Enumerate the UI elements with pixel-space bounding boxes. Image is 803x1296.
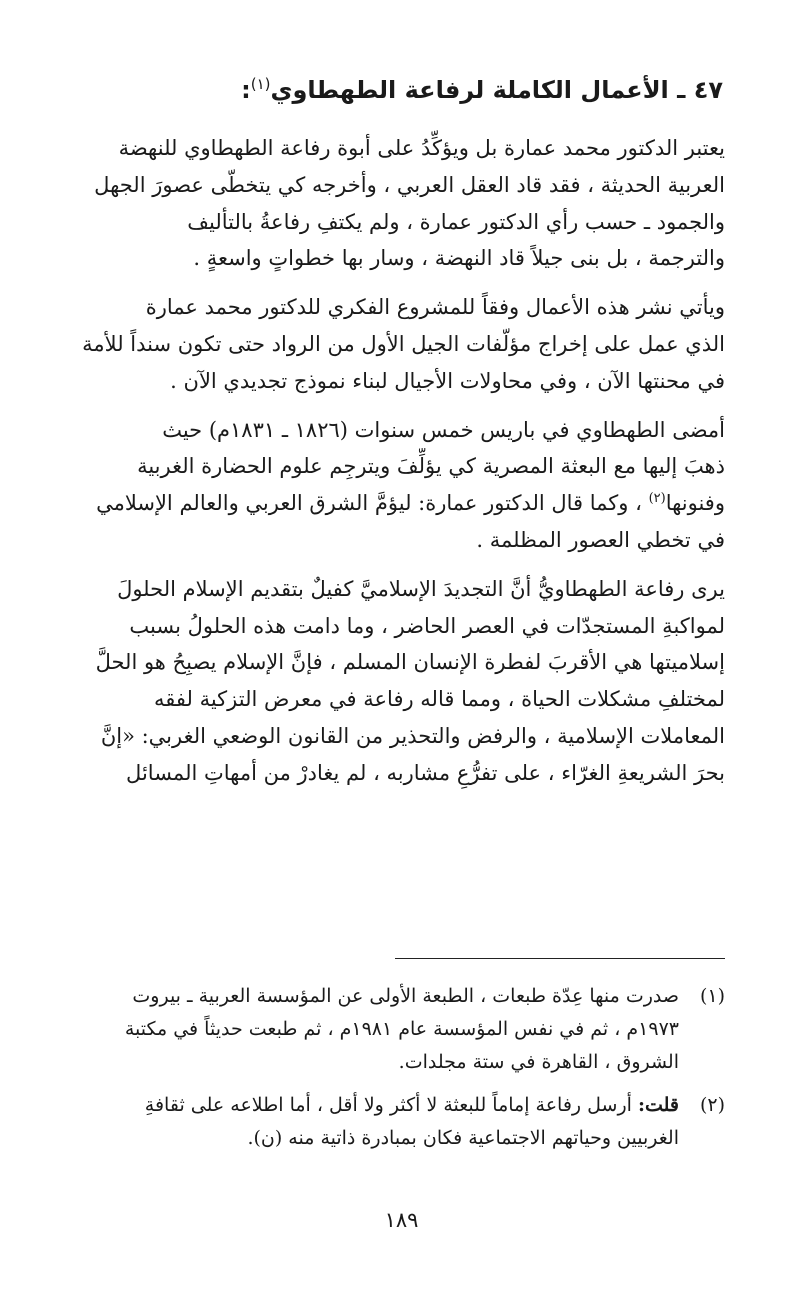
footnote-divider <box>395 958 725 959</box>
heading-footnote-ref[interactable]: (١) <box>250 75 271 93</box>
text-fragment: وفنونها <box>665 491 725 516</box>
footnote-1 <box>78 980 725 1079</box>
footnote-text <box>78 980 679 1079</box>
text-line: المعاملات الإسلامية ، والرفض والتحذير من القانون الوضعي الغربي: «إنَّ <box>100 723 725 748</box>
text-line: يعتبر الدكتور محمد عمارة بل ويؤكِّدُ على أبوة رفاعة الطهطاوي للنهضة <box>118 136 725 160</box>
footnote-line: الشروق ، القاهرة في ستة مجلدات. <box>398 1051 679 1073</box>
footnotes <box>78 980 725 1165</box>
footnote-line: صدرت منها عِدّة طبعات ، الطبعة الأولى عن المؤسسة العربية ـ بيروت <box>132 985 679 1007</box>
text-line: في محنتها الآن ، وفي محاولات الأجيال لبناء نموذج تجديدي الآن . <box>170 368 725 393</box>
footnote-line <box>78 1089 679 1122</box>
body-text <box>78 130 725 804</box>
footnote-number: (٢) <box>699 1094 725 1116</box>
text-line: في تخطي العصور المظلمة . <box>476 527 725 552</box>
text-line: يرى رفاعة الطهطاويُّ أنَّ التجديدَ الإسلاميَّ كفيلٌ بتقديم الإسلام الحلولَ <box>117 576 725 601</box>
text-line: لمختلفِ مشكلات الحياة ، ومما قاله رفاعة في معرض التزكية لفقه <box>154 687 725 712</box>
heading-title: ٤٧ ـ الأعمال الكاملة لرفاعة الطهطاوي <box>270 76 723 104</box>
text-line: بحرَ الشريعةِ الغرّاء ، على تفرُّعِ مشاربه ، لم يغادرْ من أمهاتِ المسائل <box>126 760 725 785</box>
text-line: ذهبَ إليها مع البعثة المصرية كي يؤلِّفَ ويترجِم علوم الحضارة الغربية <box>137 454 725 479</box>
paragraph-4 <box>78 571 725 792</box>
text-line: العربية الحديثة ، فقد قاد العقل العربي ، وأخرجه كي يتخطّى عصورَ الجهل <box>94 172 725 197</box>
text-fragment: أرسل رفاعة إماماً للبعثة لا أكثر ولا أقل ، أما اطلاعه على ثقافةِ <box>144 1094 632 1116</box>
footnote-ref-2[interactable]: (٢) <box>648 491 666 507</box>
footnote-2 <box>78 1089 725 1155</box>
footnote-lead: قلت: <box>637 1094 679 1116</box>
text-line: والجمود ـ حسب رأي الدكتور عمارة ، ولم يكتفِ رفاعةُ بالتأليف <box>187 209 725 234</box>
text-line <box>78 485 725 522</box>
footnote-line: ١٩٧٣م ، ثم في نفس المؤسسة عام ١٩٨١م ، ثم طبعت حديثاً في مكتبة <box>124 1018 679 1040</box>
footnote-line: الغربيين وحياتهم الاجتماعية فكان بمبادرة ذاتية منه (ن). <box>247 1127 679 1149</box>
text-line: الذي عمل على إخراج مؤلّفات الجيل الأول من الرواد حتى تكون سنداً للأمة <box>82 331 725 356</box>
text-line: أمضى الطهطاوي في باريس خمس سنوات (١٨٢٦ ـ ١٨٣١م) حيث <box>162 417 725 442</box>
footnote-text <box>78 1089 679 1155</box>
text-line: والترجمة ، بل بنى جيلاً قاد النهضة ، وسار بها خطواتٍ واسعةٍ . <box>193 246 725 271</box>
text-line: ويأتي نشر هذه الأعمال وفقاً للمشروع الفكري للدكتور محمد عمارة <box>145 295 725 320</box>
text-line: إسلاميتها هي الأقربَ لفطرة الإنسان المسلم ، فإنَّ الإسلام يصبِحُ هو الحلَّ <box>95 650 725 675</box>
footnote-number: (١) <box>699 985 725 1007</box>
text-line: لمواكبةِ المستجدّات في العصر الحاضر ، وما دامت هذه الحلولُ بسبب <box>129 613 725 638</box>
paragraph-1 <box>78 130 725 277</box>
heading-colon: : <box>241 76 251 104</box>
page-number: ١٨٩ <box>384 1208 419 1232</box>
paragraph-3 <box>78 412 725 559</box>
section-heading <box>63 72 723 108</box>
paragraph-2 <box>78 289 725 399</box>
text-fragment: ، وكما قال الدكتور عمارة: ليؤمَّ الشرق العربي والعالم الإسلامي <box>96 491 642 516</box>
